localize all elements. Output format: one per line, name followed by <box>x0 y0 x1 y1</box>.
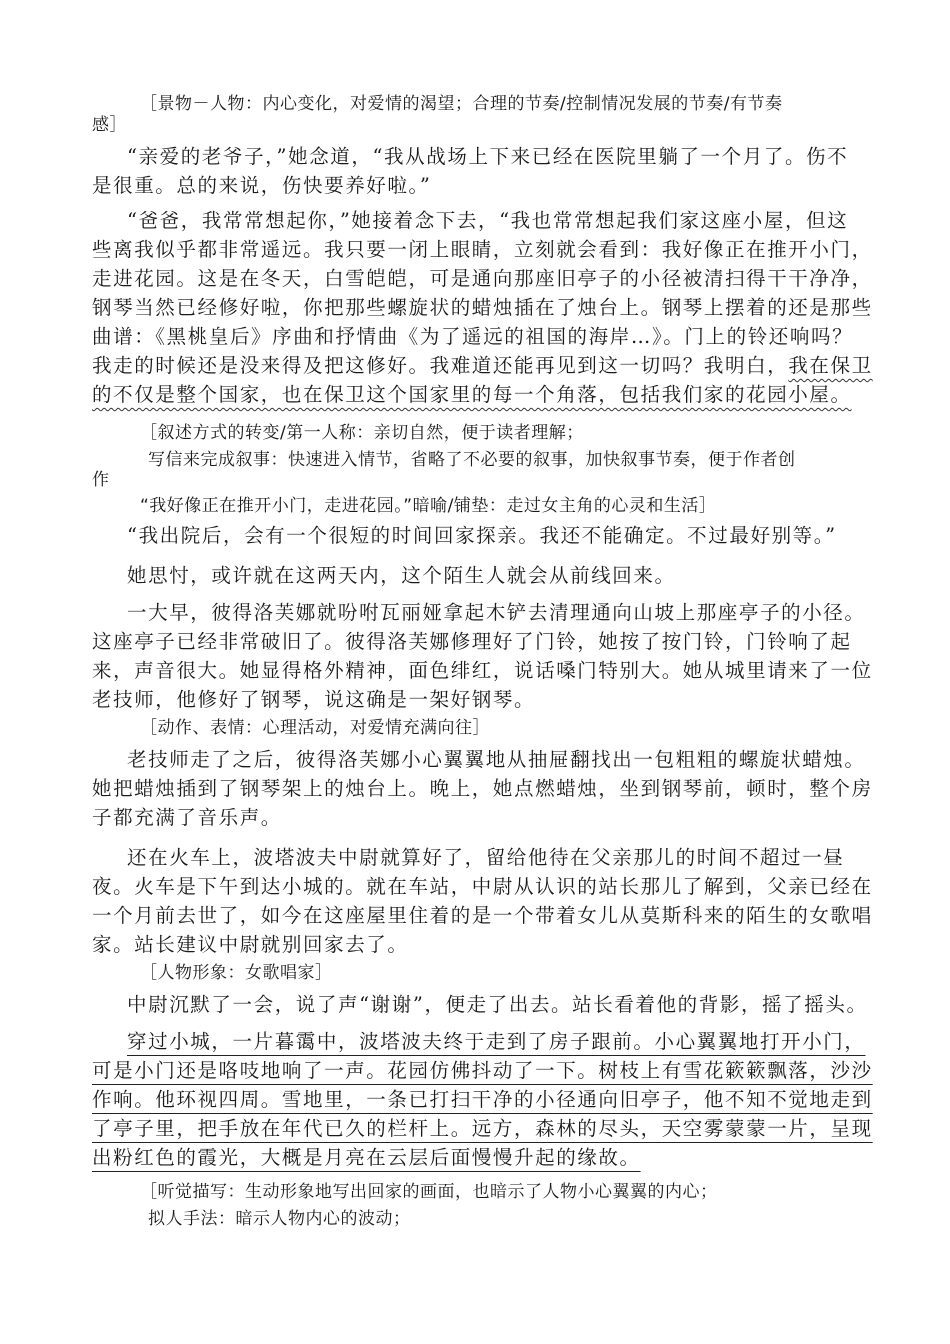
wavy-underlined-line: 的不仅是整个国家，也在保卫这个国家里的每一个角落，包括我们家的花园小屋。 <box>92 383 852 406</box>
paragraph-7-line-4: 家。站长建议中尉就别回家去了。 <box>92 933 409 956</box>
paragraph-5-line-1: 一大早，彼得洛芙娜就吩咐瓦丽娅拿起木铲去清理通向山坡上那座亭子的小径。 <box>127 601 866 624</box>
paragraph-2-line-4: 钢琴当然已经修好啦，你把那些螺旋状的蜡烛插在了烛台上。钢琴上摆着的还是那些 <box>92 296 873 319</box>
underlined-line-1: 穿过小城，一片暮霭中，波塔波夫终于走到了房子跟前。小心翼翼地打开小门， <box>127 1030 866 1053</box>
underlined-line-4: 了亭子里，把手放在年代已久的栏杆上。远方，森林的尽头，天空雾蒙蒙一片，呈现 <box>92 1117 873 1140</box>
paragraph-7-line-2: 夜。火车是下午到达小城的。就在车站，中尉从认识的站长那儿了解到，父亲已经在 <box>92 875 873 898</box>
paragraph-7-line-1: 还在火车上，波塔波夫中尉就算好了，留给他待在父亲那儿的时间不超过一昼 <box>127 846 845 869</box>
annotation-note-2-line-4: “我好像正在推开小门，走进花园。”暗喻/铺垫：走过女主角的心灵和生活］ <box>140 496 717 516</box>
paragraph-2-line-3: 走进花园。这是在冬天，白雪皑皑，可是通向那座旧亭子的小径被清扫得干干净净， <box>92 267 873 290</box>
paragraph-2-line-2: 些离我似乎都非常遥远。我只要一闭上眼睛，立刻就会看到：我好像正在推开小门， <box>92 238 873 261</box>
paragraph-9-line-3 <box>92 1088 873 1112</box>
paragraph-4-line-1: 她思忖，或许就在这两天内，这个陌生人就会从前线回来。 <box>127 564 676 587</box>
paragraph-2-line-7 <box>92 383 852 407</box>
underlined-line-2: 可是小门还是咯吱地响了一声。花园仿佛抖动了一下。树枝上有雪花簌簌飘落，沙沙 <box>92 1059 873 1082</box>
annotation-note-3-line-1: ［动作、表情：心理活动，对爱情充满向往］ <box>140 718 490 738</box>
annotation-note-1-line-1: ［景物－人物：内心变化，对爱情的渴望；合理的节奏/控制情况发展的节奏/有节奏 <box>140 94 783 114</box>
paragraph-2-line-6-text: 我走的时候还是没来得及把这修好。我难道还能再见到这一切吗？我明白， <box>92 354 789 377</box>
wavy-underlined-phrase: 我在保卫 <box>788 354 873 377</box>
paragraph-8-line-1: 中尉沉默了一会，说了声“谢谢”，便走了出去。站长看着他的背影，摇了摇头。 <box>127 993 868 1016</box>
annotation-note-1-line-2: 感］ <box>92 115 127 135</box>
paragraph-5-line-4: 老技师，他修好了钢琴，说这确是一架好钢琴。 <box>92 688 536 711</box>
paragraph-2-line-1: “爸爸，我常常想起你，”她接着念下去，“我也常常想起我们家这座小屋，但这 <box>127 209 849 232</box>
paragraph-9-line-5 <box>92 1146 641 1170</box>
annotation-note-2-line-2: 写信来完成叙事：快速进入情节，省略了不必要的叙事，加快叙事节奏，便于作者创 <box>148 450 796 470</box>
paragraph-2-line-5: 曲谱：《黑桃皇后》序曲和抒情曲《为了遥远的祖国的海岸…》。门上的铃还响吗？ <box>92 325 854 348</box>
paragraph-3-line-1: “我出院后，会有一个很短的时间回家探亲。我还不能确定。不过最好别等。” <box>127 524 837 547</box>
paragraph-9-line-2 <box>92 1059 873 1083</box>
annotation-note-5-line-2: 拟人手法：暗示人物内心的波动； <box>148 1209 411 1229</box>
paragraph-9-line-4 <box>92 1117 873 1141</box>
paragraph-1-line-2: 是很重。总的来说，伤快要养好啦。” <box>92 174 432 197</box>
annotation-note-2-line-3: 作 <box>92 470 110 490</box>
underlined-line-3: 作响。他环视四周。雪地里，一条已打扫干净的小径通向旧亭子，他不知不觉地走到 <box>92 1088 873 1111</box>
underlined-line-5: 出粉红色的霞光，大概是月亮在云层后面慢慢升起的缘故。 <box>92 1146 641 1169</box>
paragraph-9-line-1 <box>127 1030 866 1054</box>
paragraph-7-line-3: 一个月前去世了，如今在这座屋里住着的是一个带着女儿从莫斯科来的陌生的女歌唱 <box>92 904 873 927</box>
paragraph-6-line-2: 她把蜡烛插到了钢琴架上的烛台上。晚上，她点燃蜡烛，坐到钢琴前，顿时，整个房 <box>92 777 873 800</box>
paragraph-5-line-2: 这座亭子已经非常破旧了。彼得洛芙娜修理好了门铃，她按了按门铃，门铃响了起 <box>92 630 852 653</box>
annotation-note-5-line-1: ［听觉描写：生动形象地写出回家的画面，也暗示了人物小心翼翼的内心； <box>140 1182 718 1202</box>
annotation-note-2-line-1: ［叙述方式的转变/第一人称：亲切自然，便于读者理解； <box>140 423 584 443</box>
paragraph-6-line-3: 子都充满了音乐声。 <box>92 806 282 829</box>
paragraph-1-line-1: “亲爱的老爷子，”她念道，“我从战场上下来已经在医院里躺了一个月了。伤不 <box>127 145 849 168</box>
paragraph-2-line-6 <box>92 354 873 378</box>
annotation-note-4-line-1: ［人物形象：女歌唱家］ <box>140 963 333 983</box>
paragraph-5-line-3: 来，声音很大。她显得格外精神，面色绯红，说话嗓门特别大。她从城里请来了一位 <box>92 659 873 682</box>
paragraph-6-line-1: 老技师走了之后，彼得洛芙娜小心翼翼地从抽屉翻找出一包粗粗的螺旋状蜡烛。 <box>127 748 866 771</box>
